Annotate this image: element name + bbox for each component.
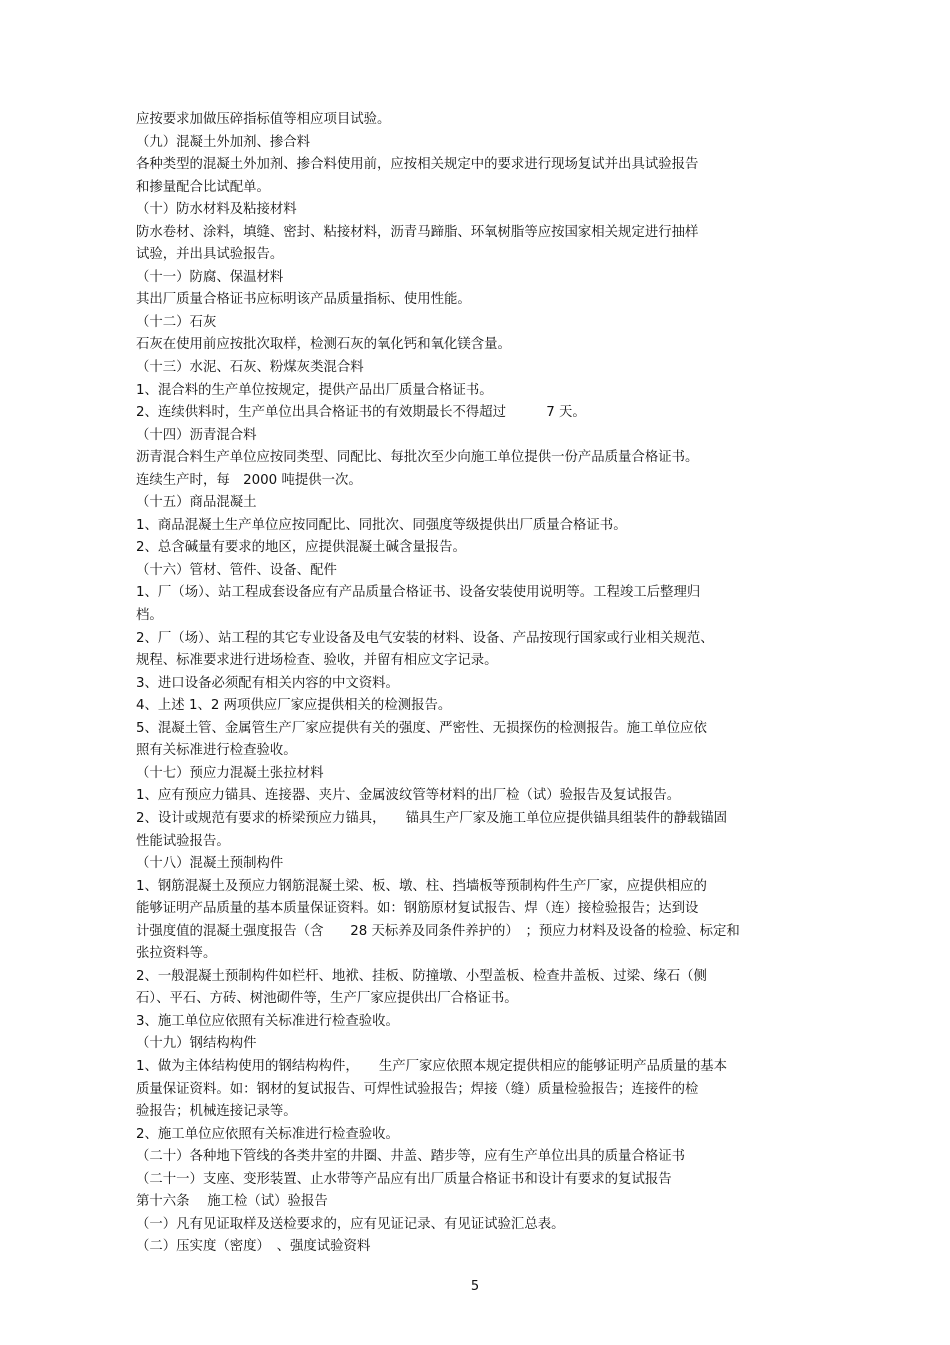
text-line: （二十）各种地下管线的各类井室的井圈、井盖、踏步等，应有生产单位出具的质量合格证书 xyxy=(136,1149,686,1165)
text-line: 1、混合料的生产单位按规定，提供产品出厂质量合格证书。 xyxy=(136,382,493,398)
text-line: 能够证明产品质量的基本质量保证资料。如：钢筋原材复试报告、焊（连）接检验报告；达到设 xyxy=(136,901,699,917)
text-line: （十七）预应力混凝土张拉材料 xyxy=(136,765,324,781)
text-line: 1、厂（场）、站工程成套设备应有产品质量合格证书、设备安装使用说明等。工程竣工后整理归 xyxy=(136,585,701,601)
text-line: 档。 xyxy=(136,608,163,624)
text-line: 应按要求加做压碎指标值等相应项目试验。 xyxy=(136,112,391,127)
page-number: 5 xyxy=(470,1279,480,1294)
text-line: （二十一）支座、变形装置、止水带等产品应有出厂质量合格证书和设计有要求的复试报告 xyxy=(136,1171,672,1187)
text-line: 计强度值的混凝土强度报告（含 28 天标养及同条件养护的） ；预应力材料及设备的检验、标定和 xyxy=(136,923,740,939)
text-line: 性能试验报告。 xyxy=(136,833,230,849)
text-line: （二）压实度（密度） 、强度试验资料 xyxy=(136,1239,371,1255)
text-line: （十二）石灰 xyxy=(136,314,217,330)
text-line: 连续生产时，每 2000 吨提供一次。 xyxy=(136,472,362,488)
text-line: 防水卷材、涂料，填缝、密封、粘接材料，沥青马蹄脂、环氧树脂等应按国家相关规定进行抽样 xyxy=(136,224,699,240)
text-line: 2、一般混凝土预制构件如栏杆、地袱、挂板、防撞墩、小型盖板、检查井盖板、过梁、缘石（侧 xyxy=(136,968,707,984)
text-line: 2、厂（场）、站工程的其它专业设备及电气安装的材料、设备、产品按现行国家或行业相关规范、 xyxy=(136,630,714,646)
text-line: （十三）水泥、石灰、粉煤灰类混合料 xyxy=(136,360,364,376)
text-line: （九）混凝土外加剂、掺合料 xyxy=(136,134,311,150)
text-line: 质量保证资料。如：钢材的复试报告、可焊性试验报告；焊接（缝）质量检验报告；连接件的检 xyxy=(136,1081,699,1097)
text-line: （十九）钢结构构件 xyxy=(136,1036,257,1052)
text-line: 沥青混合料生产单位应按同类型、同配比、每批次至少向施工单位提供一份产品质量合格证书。 xyxy=(136,450,699,466)
text-line: 3、进口设备必须配有相关内容的中文资料。 xyxy=(136,675,399,691)
text-line: （十六）管材、管件、设备、配件 xyxy=(136,562,337,578)
text-line: 4、上述 1、2 两项供应厂家应提供相关的检测报告。 xyxy=(136,698,452,714)
text-line: （一）凡有见证取样及送检要求的，应有见证记录、有见证试验汇总表。 xyxy=(136,1216,565,1232)
text-line: 1、商品混凝土生产单位应按同配比、同批次、同强度等级提供出厂质量合格证书。 xyxy=(136,517,627,533)
document-body xyxy=(136,109,826,1259)
text-line: 2、施工单位应依照有关标准进行检查验收。 xyxy=(136,1126,399,1142)
text-line: 3、施工单位应依照有关标准进行检查验收。 xyxy=(136,1013,399,1029)
text-line: （十一）防腐、保温材料 xyxy=(136,269,284,285)
text-line: 各种类型的混凝土外加剂、掺合料使用前，应按相关规定中的要求进行现场复试并出具试验报告 xyxy=(136,157,699,173)
text-line: 5、混凝土管、金属管生产厂家应提供有关的强度、严密性、无损探伤的检测报告。施工单位应依 xyxy=(136,720,707,736)
text-line: （十）防水材料及粘接材料 xyxy=(136,202,297,218)
text-line: 2、连续供料时，生产单位出具合格证书的有效期最长不得超过 7 天。 xyxy=(136,405,586,421)
text-line: 其出厂质量合格证书应标明该产品质量指标、使用性能。 xyxy=(136,292,471,308)
text-line: 1、做为主体结构使用的钢结构构件， 生产厂家应依照本规定提供相应的能够证明产品质量的基本 xyxy=(136,1058,728,1074)
text-line: 张拉资料等。 xyxy=(136,946,217,962)
text-line: 1、应有预应力锚具、连接器、夹片、金属波纹管等材料的出厂检（试）验报告及复试报告。 xyxy=(136,788,681,804)
text-line: 2、设计或规范有要求的桥梁预应力锚具， 锚具生产厂家及施工单位应提供锚具组装件的静载锚固 xyxy=(136,810,728,826)
text-line: 1、钢筋混凝土及预应力钢筋混凝土梁、板、墩、柱、挡墙板等预制构件生产厂家，应提供相应的 xyxy=(136,878,707,894)
text-line: （十五）商品混凝土 xyxy=(136,495,257,511)
text-line: 照有关标准进行检查验收。 xyxy=(136,743,297,759)
text-line: 第十六条 施工检（试）验报告 xyxy=(136,1194,328,1210)
text-line: 验报告；机械连接记录等。 xyxy=(136,1104,297,1120)
text-line: 试验，并出具试验报告。 xyxy=(136,247,284,263)
text-line: 2、总含碱量有要求的地区，应提供混凝土碱含量报告。 xyxy=(136,540,466,556)
text-line: （十八）混凝土预制构件 xyxy=(136,856,284,872)
text-line: 石灰在使用前应按批次取样，检测石灰的氧化钙和氧化镁含量。 xyxy=(136,337,511,353)
text-line: （十四）沥青混合料 xyxy=(136,427,257,443)
text-line: 石）、平石、方砖、树池砌件等，生产厂家应提供出厂合格证书。 xyxy=(136,991,518,1007)
text-line: 和掺量配合比试配单。 xyxy=(136,179,270,195)
text-line: 规程、标准要求进行进场检查、验收，并留有相应文字记录。 xyxy=(136,653,498,669)
